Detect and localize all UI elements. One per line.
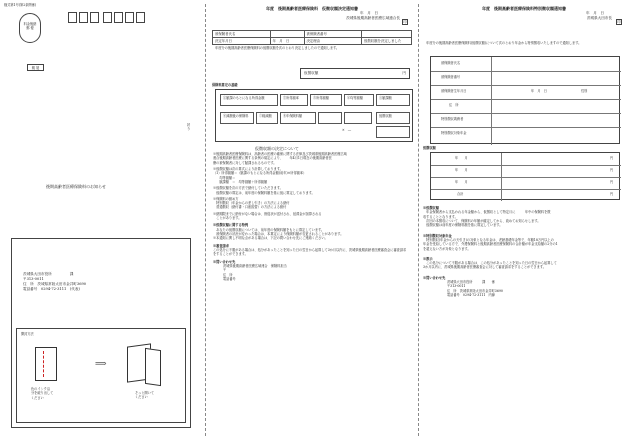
explain-block — [213, 152, 413, 281]
basis-cell-amount-label: 仮徴収額 — [376, 112, 410, 124]
info-birth-label: 被保険者生年月日 — [441, 89, 467, 93]
mid-h-name-value — [270, 31, 304, 38]
collect-title: 仮徴収額 — [423, 146, 436, 150]
sender-org: 茨城県大田市役所 — [23, 272, 52, 276]
explain-line: ※納期限までに納付がない場合は、督促状が送付され、延滞金が加算される — [213, 211, 322, 216]
right-contact-line: 〒313-0011 — [447, 284, 466, 289]
notes-title: ※仮徴収額に関する特例 — [213, 223, 249, 228]
fold-mark — [187, 123, 190, 132]
fold-note-1: 色のインク沿 — [31, 387, 51, 391]
info-collector-label: 特別徴収義務者 — [441, 117, 464, 121]
collect-total-yen: 円 — [609, 192, 613, 196]
explain-title: 仮徴収額の決定について — [255, 146, 299, 151]
collect-month: 年 月 — [455, 156, 468, 160]
explain-line: 連合後期高齢者医療に関する条例の規定により、 年4月1日現在の後期高齢者医 — [213, 156, 332, 161]
collect-table — [430, 152, 620, 200]
mid-h-reason-label: 決定理由 — [304, 38, 362, 45]
tear-line — [43, 351, 44, 377]
fold-note-5: ください — [135, 395, 148, 400]
middle-notice: 年度分の後期高齢者医療保険料の仮徴収額を次のとおり決定しましたので通知します。 — [212, 46, 340, 50]
stamp-line2: 郵 便 — [26, 26, 34, 31]
fold-line-1 — [205, 4, 206, 436]
fold-note-2: 分を破り出して — [31, 391, 54, 396]
right-title: 年度 後期高齢者医療保険料特別徴収額通知書 — [482, 6, 566, 11]
notes-line: 被保険者の状況が変わった場合は、本算定により保険料額が変更されることがあります。 — [213, 232, 344, 236]
fold-guide-label: 開封方法 — [21, 332, 34, 336]
explain-line: 特別徴収（年金からの差し引き）の方法による納付 — [213, 201, 290, 206]
right-contact-title: ※問い合わせ先 — [423, 275, 446, 280]
collect-month: 年 月 — [455, 180, 468, 184]
deduction-line: 次回の本徴収について、保険料の年額が確定してから、改めてお知らせします。 — [423, 218, 541, 223]
remark-line: 3か月以内に、茨城県後期高齢者医療審査会に対して審査請求をすることができます。 — [423, 265, 546, 270]
mid-h-date-label: 決定年月日 — [213, 38, 271, 45]
sealed-label: 親 展 — [27, 64, 44, 71]
middle-date: 年 月 日 — [360, 11, 378, 16]
protest-title: ※審査請求 — [213, 243, 229, 248]
sender-postal: 〒313-0011 — [23, 276, 44, 281]
deduction-title: ※仮徴収額 — [423, 206, 439, 210]
stamp-line1: 料金後納 — [23, 22, 37, 26]
basis-cell-3: ③所得割額 — [310, 94, 342, 106]
right-contact-line: 茨城県大田市役所 課 係 — [447, 280, 495, 285]
pension-line: 年金を受給している方で、介護保険料と後期高齢者医療保険料の合計額が年金支給額の2分の1 — [423, 242, 558, 247]
basis-cell-empty-2 — [344, 112, 372, 124]
info-number-label: 被保険者番号 — [441, 75, 461, 79]
explain-line: ことがあります。 — [213, 216, 242, 221]
notes-line: あなたの仮徴収額については、前年度の保険料額をもとに算定しています。 — [213, 227, 325, 232]
middle-header-table — [212, 30, 412, 45]
official-seal-middle: 印 — [403, 20, 407, 24]
pension-line: を超えない方が対象となります。 — [423, 246, 471, 251]
fold-note-3: ください — [31, 395, 44, 400]
pension-title: ※特別徴収対象年金 — [423, 233, 452, 238]
right-panel — [422, 6, 626, 21]
deduction-line: 仮徴収額は前年度の保険料額を基に算定しています。 — [423, 223, 503, 228]
middle-panel — [210, 6, 414, 21]
explain-line: 賦課額 ＝ 均等割額＋所得割額 — [213, 179, 268, 184]
remark-title: ※教示 — [423, 256, 433, 261]
postage-stamp — [19, 13, 41, 43]
basis-cell-4: ④均等割額 — [344, 94, 374, 106]
basis-cell-amount-value — [376, 126, 410, 138]
envelope-illustration-left — [35, 347, 57, 381]
collect-yen: 円 — [609, 156, 613, 160]
remark-line: この処分について不服がある場合は、この処分があったことを知った日の翌日から起算して — [423, 261, 557, 266]
protest-text: この処分に不服がある場合は、処分があったことを知った日の翌日から起算して3か月以内に、茨城県後期高齢者医療審査会に審査請求をすることができます。 — [213, 247, 407, 257]
explain-line: 均等割額＝ — [213, 175, 236, 180]
collect-yen: 円 — [609, 168, 613, 172]
opening-instructions — [16, 328, 186, 423]
mid-h-reason-value: 仮徴収額を決定しました — [362, 38, 412, 45]
sender-phone: 0294-72-3111 — [40, 286, 67, 291]
explain-line: ※後期高齢者医療保険料は、高齢者の医療の確保に関する法律及び茨城県後期高齢者医療広域 — [213, 152, 347, 156]
notes-line: ※本通知に関し不明な点がある場合は、下記の問い合わせ先にご連絡ください。 — [213, 236, 328, 241]
basis-title: 保険料算定の基礎 — [212, 83, 238, 87]
explain-line: 療の被保険者に対して賦課されるものです。 — [213, 160, 277, 165]
middle-contact-title: ※問い合わせ先 — [213, 259, 236, 264]
mid-h-name-label: 被保険者氏名 — [213, 31, 271, 38]
basis-cell-7: ⑦軽減額 — [256, 112, 278, 124]
info-birth-suffix: 年 月 日 — [531, 89, 547, 93]
collect-yen: 円 — [609, 180, 613, 184]
amount-box — [300, 68, 410, 79]
explain-line: （1）所得割額＝（賦課のもとになる所得金額(前年)×所得割率） — [213, 171, 307, 176]
right-date: 年 月 日 — [586, 11, 604, 16]
postal-code-boxes — [68, 12, 186, 23]
fold-mark-line2: り — [187, 127, 191, 132]
amount-label: 仮徴収額 — [304, 71, 319, 75]
explain-line: 普通徴収（納付書・口座振替）の方法による納付 — [213, 205, 287, 210]
sender-address: 茨城県常陸太田市金井町3690 — [37, 281, 87, 286]
basis-cell-5: ⑤賦課額 — [376, 94, 410, 106]
left-title: 後期高齢者医療保険料のお知らせ — [46, 184, 106, 189]
sender-address-label: 住 所 — [23, 281, 34, 286]
deduction-line: 収することとなります。 — [423, 214, 458, 219]
explain-line: ※仮徴収額を次の方法で納付していただきます。 — [213, 186, 283, 191]
envelope-illustration-right-b — [145, 348, 161, 386]
sender-phone-ext: (代表) — [69, 286, 80, 291]
amount-unit: 円 — [402, 71, 406, 75]
fold-note-4: そっと開いて — [135, 391, 155, 395]
middle-issuer: 茨城県後期高齢者医療広域連合長 — [346, 16, 400, 21]
right-contact-line: 住 所 茨城県常陸太田市金井町3690 — [447, 288, 503, 293]
pension-line: 特別徴収(年金からの天引き)の対象となる年金は、老齢基礎年金等で、年額18万円以上の — [423, 237, 554, 242]
arrow-right-icon: ⟹ — [95, 359, 107, 368]
official-seal-right: 印 — [617, 20, 621, 24]
info-name-label: 被保険者氏名 — [441, 61, 461, 65]
fold-line-2 — [418, 4, 419, 436]
fold-guide-notes-right — [135, 391, 185, 400]
basis-note: × ― — [342, 128, 352, 132]
mid-h-date-value: 年 月 日 — [270, 38, 304, 45]
form-label: 様式第1号(第2条関係) — [4, 3, 37, 7]
collect-total-label: 合計 — [457, 192, 464, 196]
right-issuer: 茨城県大田市長 — [586, 16, 612, 21]
middle-contact-line: 〒 — [223, 268, 227, 273]
info-pension-label: 特別徴収対象年金 — [441, 131, 467, 135]
right-contact-line: 電話番号 0294-72-3111 内線 — [447, 293, 495, 297]
sender-dept: 課 — [69, 272, 74, 276]
middle-contact-line: 電話番号 — [223, 276, 236, 281]
collect-month: 年 月 — [455, 168, 468, 172]
middle-contact-line: 茨城県後期高齢者医療広域連合 保険料担当 — [223, 263, 287, 268]
right-info-table — [430, 56, 620, 144]
mid-h-number-value — [362, 31, 412, 38]
middle-contact-line: 住 所 — [223, 272, 233, 277]
explain-line: ※仮徴収額は次の算式により計算しております。 — [213, 166, 283, 171]
basis-grid — [215, 89, 413, 142]
sender-phone-label: 電話番号 — [23, 286, 38, 291]
basis-cell-8: ⑧年保険料額 — [280, 112, 316, 124]
deduction-line: 年金保険者から支払われる年金額から、仮徴収として特定月に 年中の保険料を徴 — [423, 210, 551, 215]
right-notice: 年度分の後期高齢者医療保険料(仮徴収額)について次のとおり年金から特別徴収いたしますので通知します。 — [423, 41, 582, 45]
right-explain-block — [423, 206, 625, 297]
basis-cell-1: ①賦課のもとになる所得金額 — [220, 94, 278, 106]
middle-title: 年度 後期高齢者医療保険料 仮徴収額決定通知書 — [266, 6, 358, 11]
fold-guide-notes-left — [31, 387, 81, 400]
fold-mark-line1: 折 — [187, 123, 191, 127]
info-sex-label: 性別 — [581, 89, 588, 93]
explain-line: 仮徴収額の算定は、前年度の保険料額を基に仮に算定しております。 — [213, 190, 315, 195]
info-address-label: 住 所 — [449, 103, 459, 107]
basis-cell-empty-1 — [318, 112, 342, 124]
basis-cell-2: ②所得割率 — [280, 94, 308, 106]
mid-h-number-label: 被保険者番号 — [304, 31, 362, 38]
basis-cell-6: ⑥減額後の保険料 — [220, 112, 254, 124]
explain-line: ※保険料の納め方 — [213, 196, 239, 201]
